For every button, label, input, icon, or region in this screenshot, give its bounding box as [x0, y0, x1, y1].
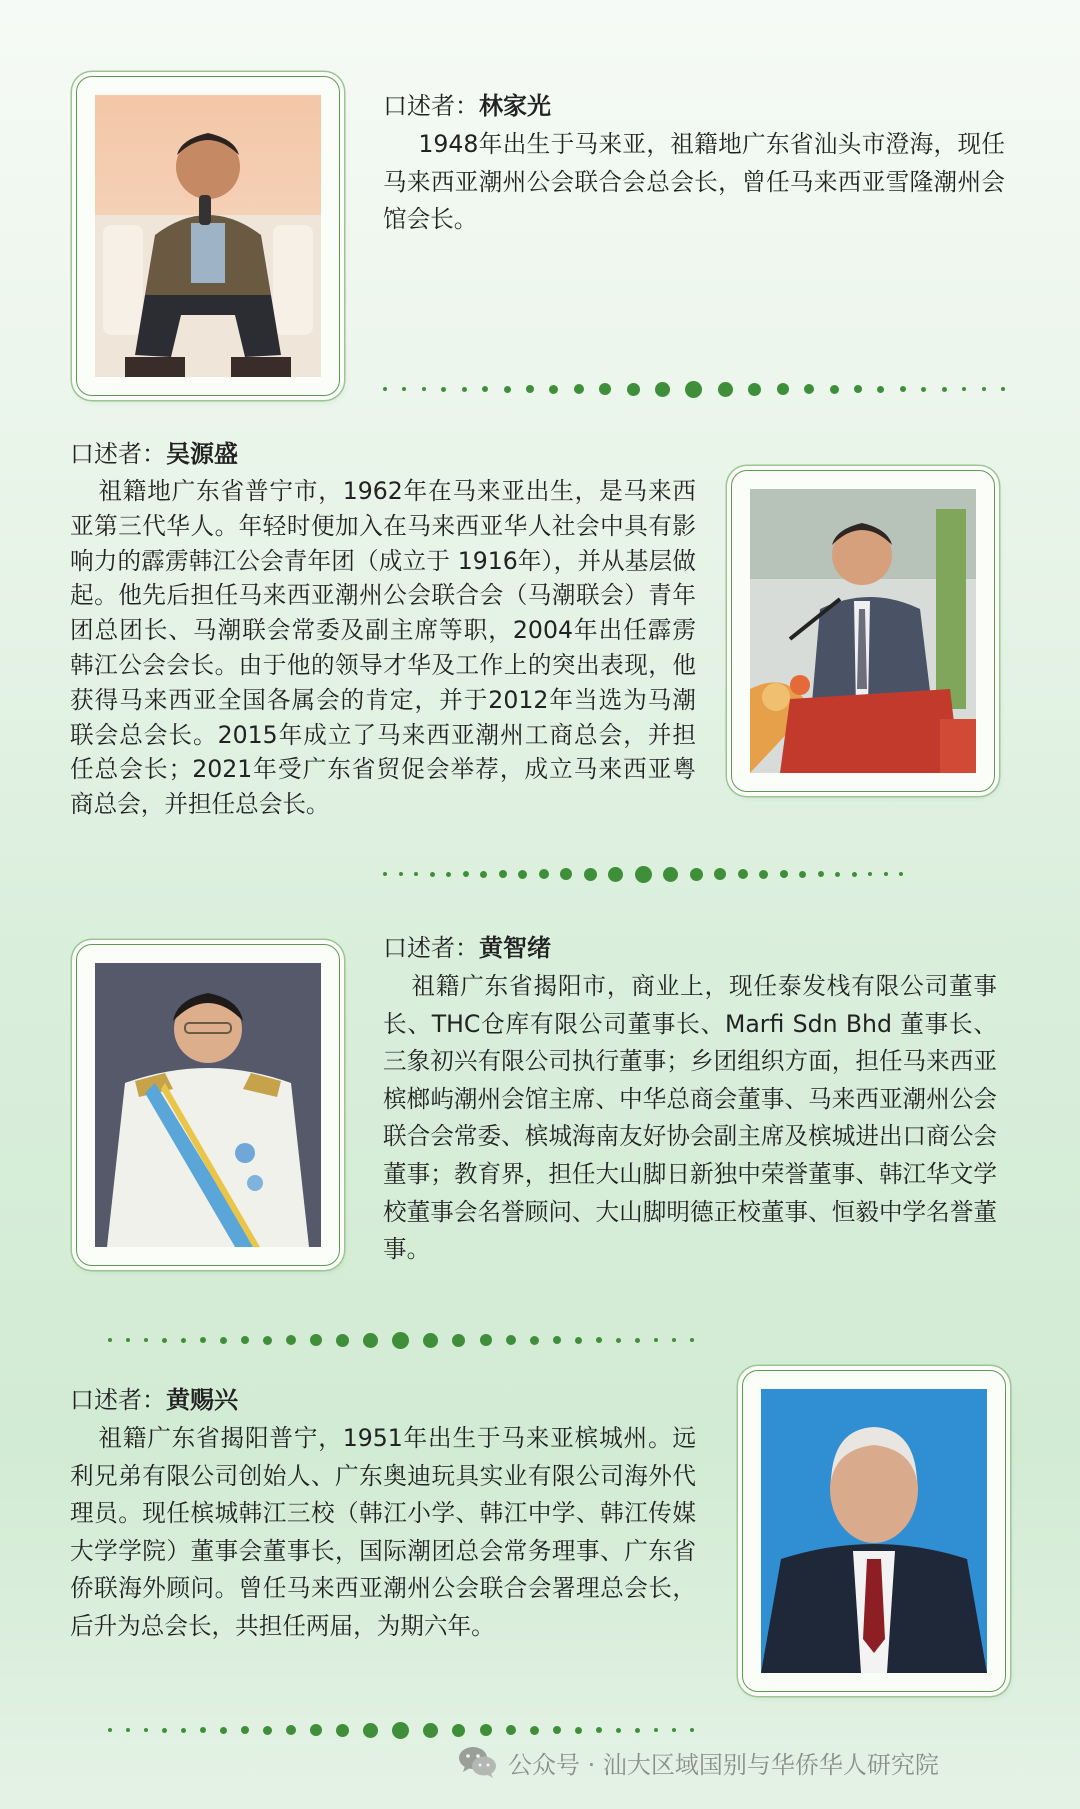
divider-dot — [392, 1722, 409, 1739]
divider-dot — [616, 1338, 621, 1343]
divider-dot — [616, 1728, 621, 1733]
divider-dot — [714, 868, 726, 880]
divider-dot — [310, 1724, 322, 1736]
divider-dot — [690, 868, 703, 881]
divider-dot — [506, 1335, 516, 1345]
divider-dot — [480, 1724, 492, 1736]
divider-dot — [759, 870, 768, 879]
divider-dot — [336, 1334, 349, 1347]
divider-dot — [962, 387, 966, 391]
divider-dot — [430, 872, 435, 877]
divider-dot — [336, 1724, 349, 1737]
divider-dot — [553, 1336, 561, 1344]
photo-frame-2 — [731, 470, 995, 792]
divider-dot — [452, 1334, 465, 1347]
divider-dot — [482, 386, 488, 392]
profile-text-2 — [70, 436, 696, 822]
narrator-line-2 — [70, 436, 696, 472]
narrator-name: 黄赐兴 — [166, 1386, 238, 1414]
narrator-line-3 — [383, 930, 997, 966]
divider-dot — [599, 383, 611, 395]
narrator-label: 口述者： — [383, 934, 479, 962]
dot-divider-1 — [383, 377, 1005, 401]
divider-dot — [506, 1725, 516, 1735]
divider-dot — [799, 871, 806, 878]
divider-dot — [877, 386, 884, 393]
profile-text-4 — [70, 1382, 696, 1646]
divider-dot — [672, 1338, 676, 1342]
divider-dot — [852, 872, 857, 877]
divider-dot — [452, 1724, 465, 1737]
divider-dot — [818, 871, 824, 877]
divider-dot — [899, 872, 903, 876]
bio-paragraph-2: 祖籍地广东省普宁市，1962年在马来亚出生，是马来西亚第三代华人。年轻时便加入在马来西亚华人社会中具有影响力的霹雳韩江公会青年团（成立于 1916年），并从基层做起。他先后担任马来西亚潮州公会联合会（马潮联会）青年团总团长、马潮联会常委及副主席等职，2004年出任霹雳韩江公会会长。由于他的领导才华及工作上的突出表现，他获得马来西亚全国各属会的肯定，并于2012年当选为马潮联会总会长。2015年成立了马来西亚潮州工商总会，并担任总会长；2021年受广东省贸促会举荐，成立马来西亚粤商总会，并担任总会长。 — [70, 477, 696, 819]
divider-dot — [518, 870, 527, 879]
divider-dot — [162, 1728, 167, 1733]
divider-dot — [575, 1337, 582, 1344]
divider-dot — [402, 387, 406, 391]
divider-dot — [181, 1338, 186, 1343]
divider-dot — [868, 872, 872, 876]
portrait-seated-with-microphone-icon — [95, 95, 321, 377]
divider-dot — [441, 387, 446, 392]
divider-dot — [526, 385, 534, 393]
divider-dot — [584, 868, 597, 881]
divider-dot — [220, 1337, 227, 1344]
profile-text-3 — [383, 930, 997, 1269]
footer-watermark — [458, 1740, 939, 1784]
divider-dot — [575, 1727, 582, 1734]
divider-dot — [635, 1728, 640, 1733]
narrator-line-4 — [70, 1382, 696, 1418]
divider-dot — [499, 870, 507, 878]
divider-dot — [108, 1338, 112, 1342]
divider-dot — [530, 1336, 539, 1345]
footer-text: 公众号 · 汕大区域国别与华侨华人研究院 — [508, 1750, 939, 1779]
divider-dot — [748, 383, 761, 396]
divider-dot — [690, 1728, 694, 1732]
divider-dot — [220, 1727, 227, 1734]
divider-dot — [884, 872, 888, 876]
divider-dot — [462, 387, 467, 392]
divider-dot — [144, 1728, 148, 1732]
divider-dot — [685, 381, 702, 398]
narrator-name: 黄智绪 — [479, 934, 551, 962]
bio-paragraph-3: 祖籍广东省揭阳市，商业上，现任泰发栈有限公司董事长、THC仓库有限公司董事长、Marfi Sdn Bhd 董事长、三象初兴有限公司执行董事；乡团组织方面，担任马来西亚槟榔屿潮州会馆主席、中华总商会董事、马来西亚潮州公会联合会常委、槟城海南友好协会副主席及槟城进出口商公会董事；教育界，担任大山脚日新独中荣誉董事、韩江华文学校董事会名誉顾问、大山脚明德正校董事、恒毅中学名誉董事。 — [383, 972, 997, 1264]
divider-dot — [921, 387, 926, 392]
divider-dot — [663, 867, 678, 882]
divider-dot — [777, 383, 789, 395]
divider-dot — [383, 387, 387, 391]
divider-dot — [608, 867, 623, 882]
portrait-photo-2 — [750, 489, 976, 773]
divider-dot — [982, 387, 986, 391]
divider-dot — [241, 1726, 249, 1734]
divider-dot — [539, 869, 549, 879]
divider-dot — [108, 1728, 112, 1732]
divider-dot — [200, 1727, 206, 1733]
divider-dot — [627, 383, 640, 396]
divider-dot — [144, 1338, 148, 1342]
divider-dot — [310, 1334, 322, 1346]
portrait-photo-3 — [95, 963, 321, 1247]
divider-dot — [553, 1726, 561, 1734]
divider-dot — [654, 1338, 658, 1342]
divider-dot — [780, 870, 788, 878]
photo-frame-1 — [76, 76, 340, 396]
divider-dot — [690, 1338, 694, 1342]
divider-dot — [504, 386, 511, 393]
divider-dot — [463, 871, 469, 877]
divider-dot — [635, 1338, 640, 1343]
narrator-line-1 — [383, 88, 1005, 124]
divider-dot — [286, 1335, 296, 1345]
divider-dot — [942, 387, 947, 392]
dot-divider-3 — [108, 1328, 694, 1352]
portrait-photo-4 — [761, 1389, 987, 1673]
divider-dot — [422, 387, 426, 391]
narrator-name: 林家光 — [479, 92, 551, 120]
divider-dot — [560, 868, 572, 880]
divider-dot — [530, 1726, 539, 1735]
portrait-in-white-ceremonial-uniform-icon — [95, 963, 321, 1247]
divider-dot — [574, 384, 584, 394]
divider-dot — [596, 1727, 602, 1733]
divider-dot — [392, 1332, 409, 1349]
bio-paragraph-1: 1948年出生于马来亚，祖籍地广东省汕头市澄海，现任马来西亚潮州公会联合会总会长，曾任马来西亚雪隆潮州会馆会长。 — [383, 130, 1005, 234]
divider-dot — [363, 1723, 378, 1738]
divider-dot — [200, 1337, 206, 1343]
wechat-icon — [458, 1745, 498, 1779]
photo-frame-4 — [742, 1370, 1006, 1692]
divider-dot — [423, 1723, 438, 1738]
divider-dot — [363, 1333, 378, 1348]
narrator-label: 口述者： — [383, 92, 479, 120]
portrait-formal-suit-blue-background-icon — [761, 1389, 987, 1673]
divider-dot — [718, 382, 733, 397]
bio-paragraph-4: 祖籍广东省揭阳普宁，1951年出生于马来亚槟城州。远利兄弟有限公司创始人、广东奥迪玩具实业有限公司海外代理员。现任槟城韩江三校（韩江小学、韩江中学、韩江传媒大学学院）董事会董事长，国际潮团总会常务理事、广东省侨联海外顾问。曾任马来西亚潮州公会联合会署理总会长，后升为总会长，共担任两届，为期六年。 — [70, 1424, 696, 1640]
narrator-name: 吴源盛 — [166, 440, 238, 468]
divider-dot — [900, 386, 906, 392]
divider-dot — [480, 871, 487, 878]
divider-dot — [263, 1336, 272, 1345]
divider-dot — [399, 872, 403, 876]
divider-dot — [738, 869, 748, 879]
dot-divider-4 — [108, 1718, 694, 1742]
divider-dot — [126, 1728, 130, 1732]
divider-dot — [854, 385, 862, 393]
divider-dot — [549, 385, 558, 394]
divider-dot — [654, 1728, 658, 1732]
divider-dot — [423, 1333, 438, 1348]
divider-dot — [830, 385, 839, 394]
divider-dot — [446, 872, 451, 877]
divider-dot — [655, 382, 670, 397]
narrator-label: 口述者： — [70, 1386, 166, 1414]
divider-dot — [383, 872, 387, 876]
divider-dot — [804, 384, 814, 394]
dot-divider-2 — [383, 862, 903, 886]
divider-dot — [672, 1728, 676, 1732]
divider-dot — [480, 1334, 492, 1346]
profile-text-1 — [383, 88, 1005, 239]
divider-dot — [1001, 387, 1005, 391]
narrator-label: 口述者： — [70, 440, 166, 468]
divider-dot — [263, 1726, 272, 1735]
photo-frame-3 — [76, 944, 340, 1266]
divider-dot — [635, 866, 652, 883]
portrait-speaking-at-podium-icon — [750, 489, 976, 773]
divider-dot — [286, 1725, 296, 1735]
divider-dot — [241, 1336, 249, 1344]
divider-dot — [126, 1338, 130, 1342]
divider-dot — [835, 872, 840, 877]
divider-dot — [181, 1728, 186, 1733]
divider-dot — [162, 1338, 167, 1343]
divider-dot — [414, 872, 418, 876]
divider-dot — [596, 1337, 602, 1343]
portrait-photo-1 — [95, 95, 321, 377]
